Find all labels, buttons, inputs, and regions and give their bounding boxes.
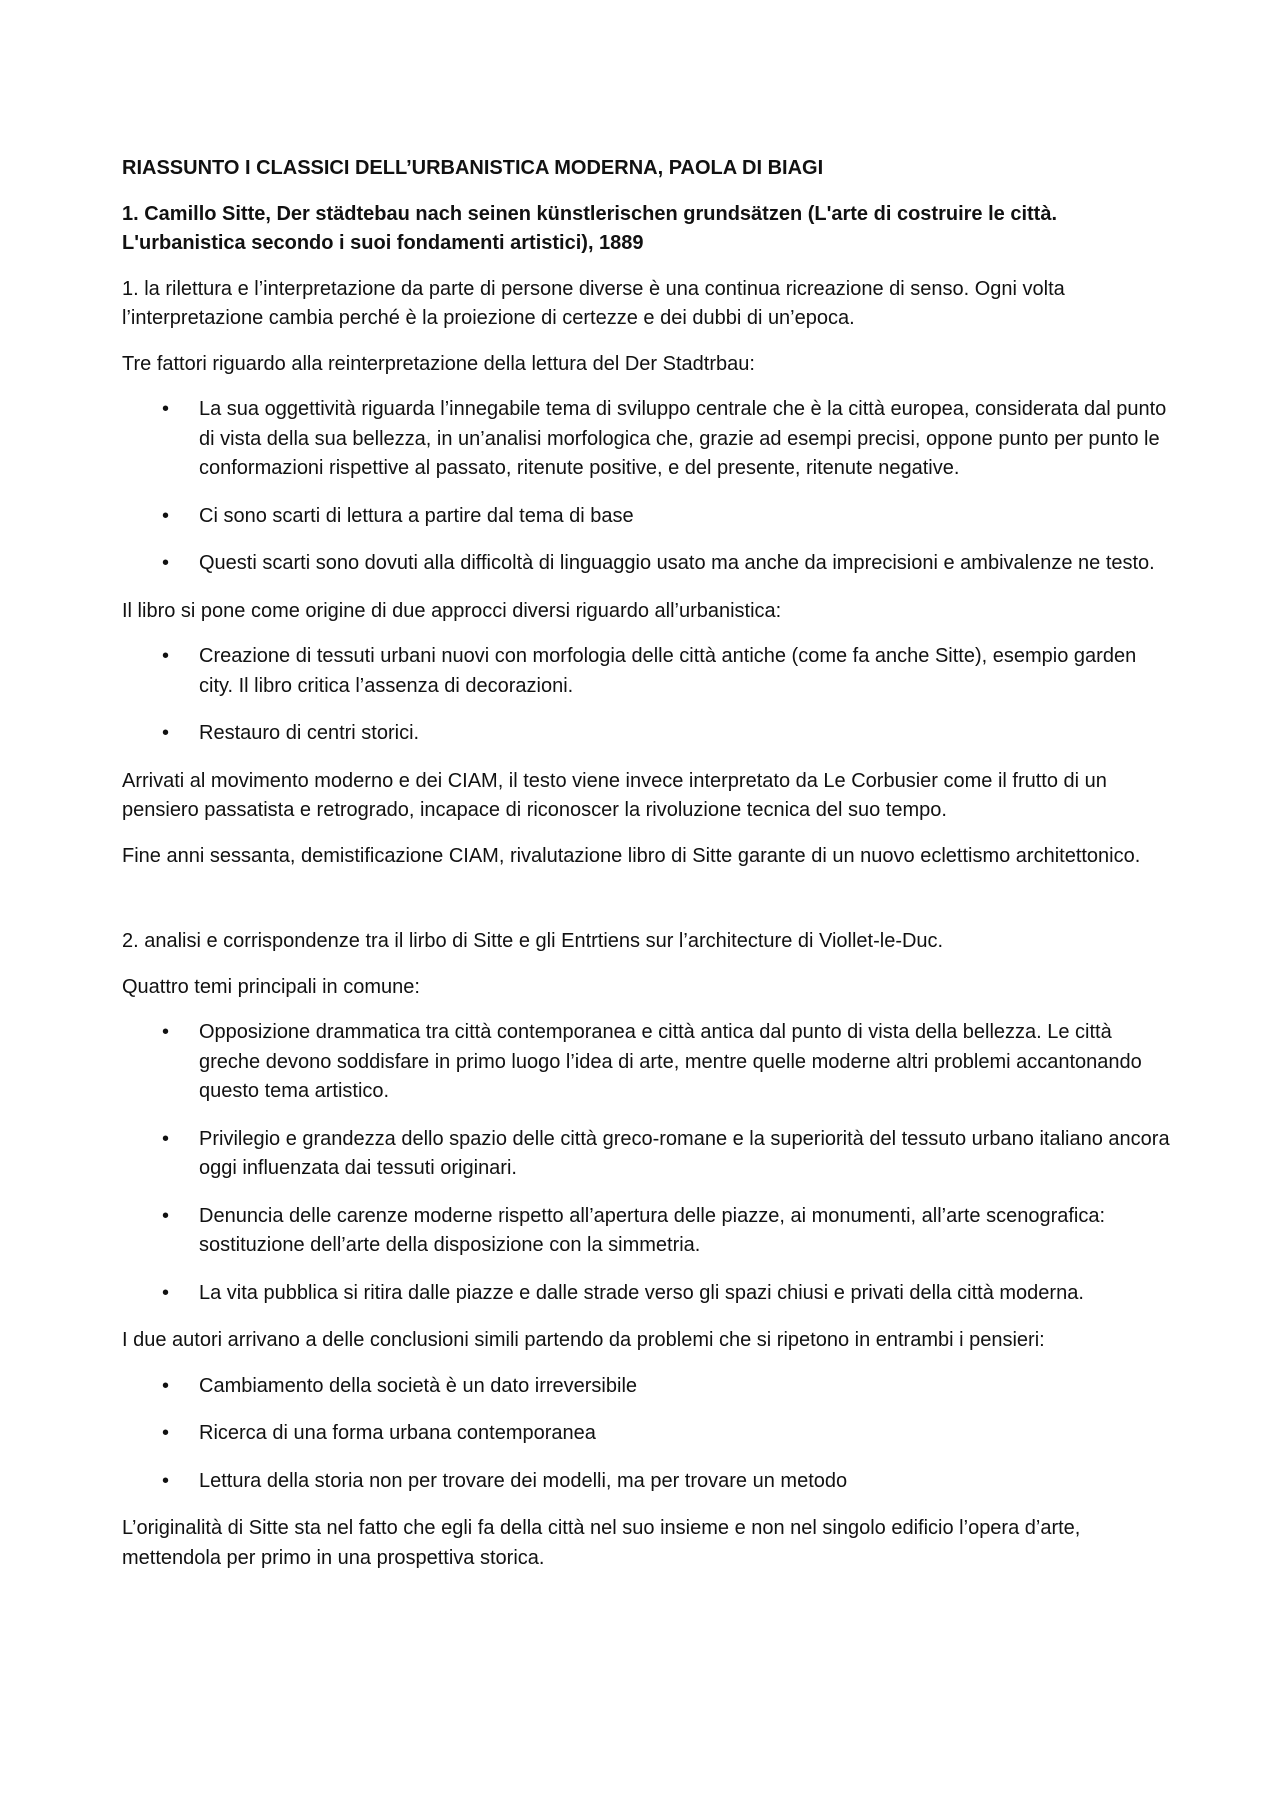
bullet-icon: • <box>162 398 170 420</box>
bullet-icon: • <box>162 552 170 574</box>
list-item-text: Cambiamento della società è un dato irreversibile <box>199 1374 638 1397</box>
list-item <box>122 719 1172 749</box>
list-item <box>122 1419 1172 1449</box>
list-item <box>122 1018 1172 1107</box>
bullet-icon: • <box>162 645 170 667</box>
list-item-text: Denuncia delle carenze moderne rispetto all’apertura delle piazze, ai monumenti, all’arte scenografica: sostituzione dell’arte della disposizione con la simmetria. <box>199 1204 1106 1256</box>
list-item-text: Ci sono scarti di lettura a partire dal tema di base <box>199 504 634 527</box>
list-item-text: Opposizione drammatica tra città contemporanea e città antica dal punto di vista della bellezza. Le città greche devono soddisfare in primo luogo l’idea di arte, mentre quelle moderne altri problemi accantonando questo tema artistico. <box>199 1021 1142 1102</box>
section-gap <box>122 887 1172 927</box>
paragraph-1: 1. la rilettura e l’interpretazione da parte di persone diverse è una continua ricreazione di senso. Ogni volta l’interpretazione cambia perché è la proiezione di certezze e dei dubbi di un’epoca. <box>122 277 1065 329</box>
bullet-icon: • <box>162 1374 170 1397</box>
bullet-icon: • <box>162 1127 170 1150</box>
list-item <box>122 1467 1172 1497</box>
list-item-text: La sua oggettività riguarda l’innegabile tema di sviluppo centrale che è la città europea, considerata dal punto di vista della sua bellezza, in un’analisi morfologica che, grazie ad esempi precisi, oppone punto per punto le conformazioni rispettive al passato, ritenute positive, e del presente, ritenute negative. <box>199 398 1167 479</box>
document-title: RIASSUNTO I CLASSICI DELL’URBANISTICA MODERNA, PAOLA DI BIAGI <box>122 157 824 179</box>
paragraph-6: 2. analisi e corrispondenze tra il lirbo di Sitte e gli Entrtiens sur l’architecture di Viollet-le-Duc. <box>122 930 944 952</box>
paragraph-2: Tre fattori riguardo alla reinterpretazione della lettura del Der Stadtrbau: <box>122 352 755 375</box>
paragraph-3: Il libro si pone come origine di due approcci diversi riguardo all’urbanistica: <box>122 599 782 622</box>
list-item <box>122 1372 1172 1402</box>
paragraph-8: I due autori arrivano a delle conclusioni simili partendo da problemi che si ripetono in entrambi i pensieri: <box>122 1329 1045 1351</box>
bullet-list-1 <box>122 395 1172 579</box>
bullet-list-4 <box>122 1372 1172 1497</box>
paragraph-5: Fine anni sessanta, demistificazione CIAM, rivalutazione libro di Sitte garante di un nuovo eclettismo architettonico. <box>122 844 1141 867</box>
list-item-text: Privilegio e grandezza dello spazio delle città greco-romane e la superiorità del tessuto urbano italiano ancora oggi influenzata dai tessuti originari. <box>199 1127 1170 1179</box>
list-item <box>122 1279 1172 1309</box>
bullet-icon: • <box>162 722 170 744</box>
list-item-text: Creazione di tessuti urbani nuovi con morfologia delle città antiche (come fa anche Sitte), esempio garden city. Il libro critica l’assenza di decorazioni. <box>199 645 1137 697</box>
bullet-icon: • <box>162 1422 170 1444</box>
bullet-icon: • <box>162 1204 170 1227</box>
bullet-list-3 <box>122 1018 1172 1308</box>
list-item <box>122 502 1172 532</box>
section-1-heading: 1. Camillo Sitte, Der städtebau nach seinen künstlerischen grundsätzen (L'arte di costruire le città. L'urbanistica secondo i suoi fondamenti artistici), 1889 <box>122 202 1057 254</box>
list-item <box>122 642 1172 701</box>
bullet-icon: • <box>162 504 170 527</box>
bullet-list-2 <box>122 642 1172 749</box>
list-item-text: La vita pubblica si ritira dalle piazze e dalle strade verso gli spazi chiusi e privati della città moderna. <box>199 1281 1084 1304</box>
list-item <box>122 549 1172 579</box>
list-item-text: Ricerca di una forma urbana contemporanea <box>199 1422 596 1444</box>
list-item-text: Questi scarti sono dovuti alla difficoltà di linguaggio usato ma anche da imprecisioni e ambivalenze ne testo. <box>199 552 1155 574</box>
paragraph-4: Arrivati al movimento moderno e dei CIAM, il testo viene invece interpretato da Le Corbusier come il frutto di un pensiero passatista e retrogrado, incapace di riconoscer la rivoluzione tecnica del suo tempo. <box>122 769 1107 821</box>
paragraph-7: Quattro temi principali in comune: <box>122 975 420 998</box>
document-body <box>122 154 1172 1589</box>
list-item-text: Restauro di centri storici. <box>199 722 420 744</box>
list-item <box>122 1202 1172 1261</box>
list-item-text: Lettura della storia non per trovare dei modelli, ma per trovare un metodo <box>199 1469 848 1492</box>
paragraph-9: L’originalità di Sitte sta nel fatto che egli fa della città nel suo insieme e non nel singolo edificio l’opera d’arte, mettendola per primo in una prospettiva storica. <box>122 1517 1081 1569</box>
list-item <box>122 395 1172 484</box>
bullet-icon: • <box>162 1469 170 1492</box>
bullet-icon: • <box>162 1021 170 1043</box>
bullet-icon: • <box>162 1281 170 1304</box>
list-item <box>122 1125 1172 1184</box>
